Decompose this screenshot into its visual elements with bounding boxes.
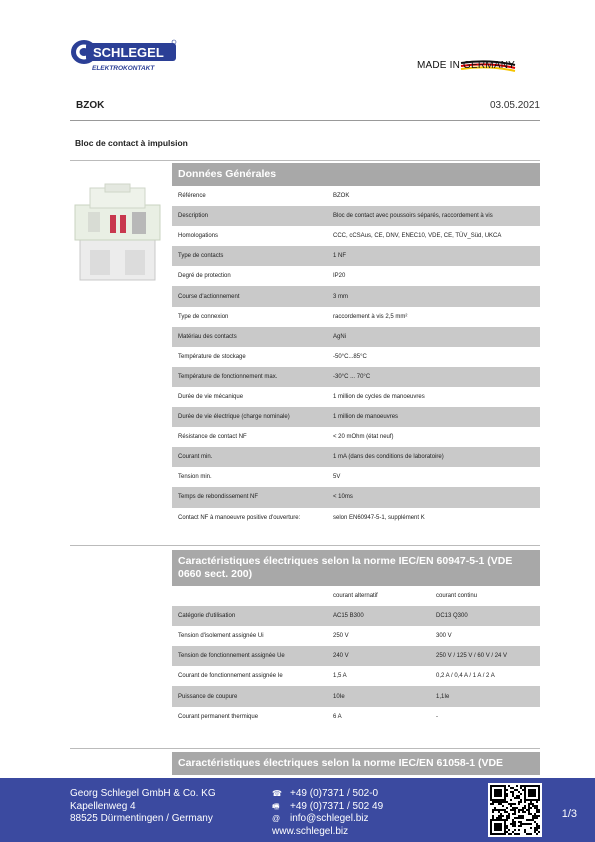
- product-image: [70, 180, 165, 285]
- fax-icon: 🖷: [272, 801, 280, 811]
- electrical-k: Courant permanent thermique: [178, 713, 259, 720]
- electrical-row: [172, 646, 540, 666]
- spec-value: CCC, cCSAus, CE, DNV, ENEC10, VDE, CE, TÜV_Süd, UKCA: [333, 233, 502, 240]
- spec-value: 1 mA (dans des conditions de laboratoire): [333, 454, 444, 461]
- electrical-k: Catégorie d'utilisation: [178, 613, 236, 620]
- spec-key: Description: [178, 213, 209, 220]
- footer-company: Georg Schlegel GmbH & Co. KG: [70, 788, 216, 799]
- footer-email[interactable]: info@schlegel.biz: [290, 813, 369, 824]
- spec-key: Matériau des contacts: [178, 333, 237, 340]
- spec-key: Degré de protection: [178, 273, 231, 280]
- spec-key: Durée de vie électrique (charge nominale): [178, 414, 290, 421]
- electrical-rows: [172, 606, 540, 727]
- spec-row: [172, 427, 540, 447]
- electrical-v1: 10Ie: [333, 693, 345, 700]
- col-dc-header: courant continu: [436, 593, 478, 600]
- footer-street: Kapellenweg 4: [70, 800, 136, 812]
- electrical-row: [172, 666, 540, 686]
- spec-row: [172, 186, 540, 206]
- electrical-v2: DC13 Q300: [436, 613, 468, 620]
- electrical-k: Courant de fonctionnement assignée Ie: [178, 673, 283, 680]
- electrical-column-headers: [172, 586, 540, 606]
- spec-row: [172, 246, 540, 266]
- electrical-v2: 250 V / 125 V / 60 V / 24 V: [436, 653, 508, 660]
- electrical-section: [172, 550, 540, 727]
- electrical-section-title: Caractéristiques électriques selon la norme IEC/EN 60947-5-1 (VDE 0660 sect. 200): [172, 550, 540, 586]
- electrical2-section: [172, 752, 540, 778]
- spec-row: [172, 226, 540, 246]
- spec-key: Référence: [178, 193, 206, 200]
- page-header: [0, 0, 595, 90]
- spec-key: Course d'actionnement: [178, 293, 240, 300]
- spec-row: [172, 467, 540, 487]
- spec-value: 1 million de manoeuvres: [333, 414, 399, 421]
- doc-subtitle: Bloc de contact à impulsion: [75, 138, 188, 148]
- spec-value: Bloc de contact avec poussoirs séparés, raccordement à vis: [333, 213, 493, 220]
- general-rows: [172, 186, 540, 528]
- electrical-v1: 6 A: [333, 713, 342, 720]
- col-ac-header: courant alternatif: [333, 593, 378, 600]
- spec-key: Durée de vie mécanique: [178, 393, 244, 400]
- electrical-v1: 250 V: [333, 633, 349, 640]
- footer-fax[interactable]: +49 (0)7371 / 502 49: [290, 800, 384, 812]
- spec-row: [172, 367, 540, 387]
- spec-value: -50°C...85°C: [333, 353, 367, 360]
- made-in-label: MADE IN GERMANY: [416, 60, 515, 71]
- spec-value: IP20: [333, 273, 346, 280]
- spec-value: 1 million de cycles de manoeuvres: [333, 393, 425, 400]
- electrical-v1: 240 V: [333, 653, 349, 660]
- spec-value: BZOK: [333, 193, 350, 200]
- spec-row: [172, 206, 540, 226]
- schlegel-logo: [70, 38, 180, 74]
- spec-row: [172, 327, 540, 347]
- spec-value: 5V: [333, 474, 341, 481]
- phone-icon: ☎: [272, 789, 282, 798]
- general-section-title: Données Générales: [172, 163, 540, 186]
- spec-row: [172, 286, 540, 306]
- footer-address: [70, 788, 216, 826]
- electrical-row: [172, 686, 540, 706]
- divider: [70, 120, 540, 121]
- brand-sub-text: ELEKTROKONTAKT: [92, 65, 155, 72]
- electrical-row: [172, 626, 540, 646]
- spec-row: [172, 508, 540, 528]
- electrical-v1: AC15 B300: [333, 613, 364, 620]
- spec-value: 1 NF: [333, 253, 347, 260]
- brand-text: SCHLEGEL: [93, 45, 164, 60]
- footer-phone[interactable]: +49 (0)7371 / 502-0: [290, 788, 379, 799]
- spec-row: [172, 407, 540, 427]
- electrical-v2: 300 V: [436, 633, 452, 640]
- spec-value: < 20 mOhm (état neuf): [333, 434, 394, 441]
- spec-value: selon EN60947-5-1, supplément K: [333, 514, 425, 521]
- divider: [70, 748, 540, 749]
- electrical-v2: 1,1Ie: [436, 693, 450, 700]
- divider: [70, 160, 540, 161]
- electrical-v2: -: [436, 713, 438, 720]
- divider: [70, 545, 540, 546]
- spec-value: -30°C ... 70°C: [333, 373, 371, 380]
- spec-row: [172, 347, 540, 367]
- electrical-v2: 0,2 A / 0,4 A / 1 A / 2 A: [436, 673, 495, 680]
- email-icon: @: [272, 814, 281, 823]
- electrical-v1: 1,5 A: [333, 673, 347, 680]
- spec-row: [172, 487, 540, 507]
- spec-key: Type de connexion: [178, 313, 229, 320]
- page-footer: [0, 778, 595, 842]
- electrical2-section-title: Caractéristiques électriques selon la norme IEC/EN 61058-1 (VDE: [172, 752, 540, 775]
- spec-row: [172, 266, 540, 286]
- electrical-row: [172, 606, 540, 626]
- spec-key: Homologations: [178, 233, 219, 240]
- spec-value: raccordement à vis 2,5 mm²: [333, 313, 408, 320]
- spec-key: Température de stockage: [178, 353, 246, 360]
- spec-value: AgNi: [333, 333, 347, 340]
- page-number: 1/3: [561, 808, 577, 820]
- qr-code-icon[interactable]: [488, 783, 542, 837]
- spec-key: Température de fonctionnement max.: [178, 373, 278, 380]
- spec-key: Contact NF à manoeuvre positive d'ouverture:: [178, 514, 301, 521]
- spec-row: [172, 447, 540, 467]
- electrical-k: Tension de fonctionnement assignée Ue: [178, 653, 285, 660]
- electrical-k: Tension d'isolement assignée Ui: [178, 633, 264, 640]
- spec-key: Temps de rebondissement NF: [178, 494, 259, 501]
- spec-row: [172, 307, 540, 327]
- footer-contact: [272, 788, 383, 838]
- spec-row: [172, 387, 540, 407]
- electrical-row: [172, 707, 540, 727]
- doc-date: 03.05.2021: [489, 100, 540, 111]
- spec-value: < 10ms: [333, 494, 353, 501]
- footer-web[interactable]: www.schlegel.biz: [272, 825, 349, 837]
- spec-key: Courant min.: [178, 454, 213, 461]
- spec-key: Résistance de contact NF: [178, 434, 247, 441]
- electrical-k: Puissance de coupure: [178, 693, 238, 700]
- spec-value: 3 mm: [333, 293, 348, 300]
- spec-key: Type de contacts: [178, 253, 224, 260]
- doc-reference: BZOK: [76, 100, 105, 111]
- general-section: [172, 163, 540, 528]
- spec-key: Tension min.: [178, 474, 212, 481]
- footer-city: 88525 Dürmentingen / Germany: [70, 813, 213, 824]
